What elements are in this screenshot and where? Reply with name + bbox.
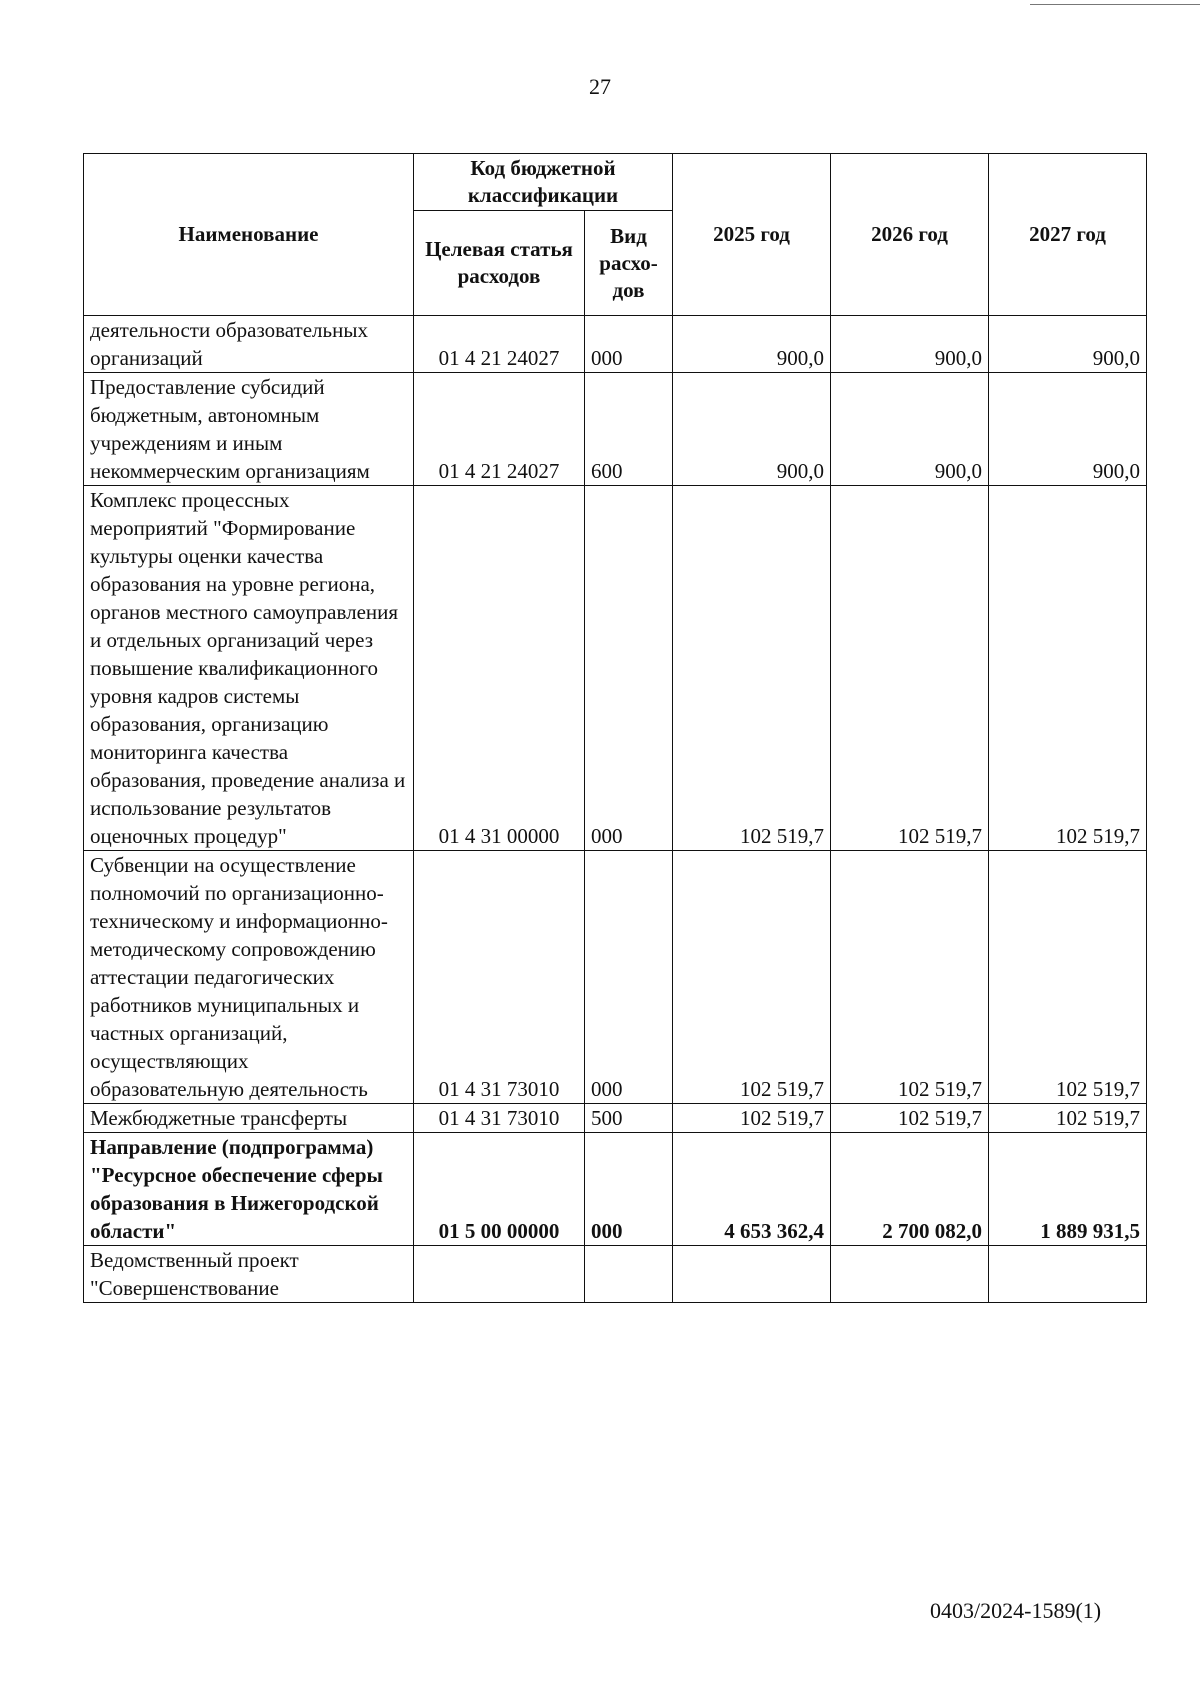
header-2025: 2025 год xyxy=(673,154,831,316)
top-rule xyxy=(1030,4,1200,5)
row-value-2026: 900,0 xyxy=(831,316,989,373)
row-value-2026: 2 700 082,0 xyxy=(831,1133,989,1246)
row-target-code: 01 4 31 00000 xyxy=(414,486,585,851)
header-name: Наименование xyxy=(84,154,414,316)
row-expense-kind: 000 xyxy=(585,1133,673,1246)
row-value-2027: 900,0 xyxy=(989,316,1147,373)
row-expense-kind: 500 xyxy=(585,1104,673,1133)
header-row-1 xyxy=(84,154,1147,211)
table-row xyxy=(84,1133,1147,1246)
row-expense-kind: 000 xyxy=(585,316,673,373)
row-value-2026: 102 519,7 xyxy=(831,486,989,851)
row-name: деятельности образовательных организаций xyxy=(84,316,414,373)
row-expense-kind: 000 xyxy=(585,486,673,851)
row-value-2026: 900,0 xyxy=(831,373,989,486)
row-value-2025: 102 519,7 xyxy=(673,486,831,851)
row-target-code: 01 4 21 24027 xyxy=(414,373,585,486)
row-name: Направление (подпрограмма) "Ресурсное обеспечение сферы образования в Нижегородской области" xyxy=(84,1133,414,1246)
row-value-2026 xyxy=(831,1246,989,1303)
row-value-2027: 102 519,7 xyxy=(989,486,1147,851)
row-value-2027: 1 889 931,5 xyxy=(989,1133,1147,1246)
row-value-2026: 102 519,7 xyxy=(831,851,989,1104)
table-row xyxy=(84,1104,1147,1133)
table-row xyxy=(84,1246,1147,1303)
row-value-2025 xyxy=(673,1246,831,1303)
row-name: Комплекс процессных мероприятий "Формирование культуры оценки качества образования на уровне региона, органов местного самоуправления и отдельных организаций через повышение квалификационного уровня кадров системы образования, организацию мониторинга качества образования, проведение анализа и использование результатов оценочных процедур" xyxy=(84,486,414,851)
row-target-code: 01 5 00 00000 xyxy=(414,1133,585,1246)
row-value-2026: 102 519,7 xyxy=(831,1104,989,1133)
row-expense-kind: 600 xyxy=(585,373,673,486)
table-row xyxy=(84,316,1147,373)
row-name: Предоставление субсидий бюджетным, автономным учреждениям и иным некоммерческим организациям xyxy=(84,373,414,486)
row-value-2025: 4 653 362,4 xyxy=(673,1133,831,1246)
row-value-2027: 102 519,7 xyxy=(989,1104,1147,1133)
header-kind: Вид расхо-дов xyxy=(585,211,673,316)
row-target-code: 01 4 21 24027 xyxy=(414,316,585,373)
row-value-2027: 900,0 xyxy=(989,373,1147,486)
row-name: Межбюджетные трансферты xyxy=(84,1104,414,1133)
row-target-code xyxy=(414,1246,585,1303)
document-code: 0403/2024-1589(1) xyxy=(930,1598,1102,1623)
budget-rows xyxy=(84,316,1147,1303)
row-value-2025: 900,0 xyxy=(673,316,831,373)
row-value-2025: 900,0 xyxy=(673,373,831,486)
row-target-code: 01 4 31 73010 xyxy=(414,1104,585,1133)
header-2027: 2027 год xyxy=(989,154,1147,316)
budget-table xyxy=(83,153,1147,1303)
row-target-code: 01 4 31 73010 xyxy=(414,851,585,1104)
row-name: Субвенции на осуществление полномочий по организационно-техническому и информационно-методическому сопровождению аттестации педагогических работников муниципальных и частных организаций, осуществляющих образовательную деятельность xyxy=(84,851,414,1104)
row-value-2027: 102 519,7 xyxy=(989,851,1147,1104)
row-value-2025: 102 519,7 xyxy=(673,851,831,1104)
header-target: Целевая статья расходов xyxy=(414,211,585,316)
table-row xyxy=(84,486,1147,851)
header-2026: 2026 год xyxy=(831,154,989,316)
page-number: 27 xyxy=(589,74,611,99)
table-row xyxy=(84,851,1147,1104)
row-value-2025: 102 519,7 xyxy=(673,1104,831,1133)
row-expense-kind: 000 xyxy=(585,851,673,1104)
row-name: Ведомственный проект "Совершенствование xyxy=(84,1246,414,1303)
row-value-2027 xyxy=(989,1246,1147,1303)
row-expense-kind xyxy=(585,1246,673,1303)
header-code-group: Код бюджетной классификации xyxy=(414,154,673,211)
table-row xyxy=(84,373,1147,486)
